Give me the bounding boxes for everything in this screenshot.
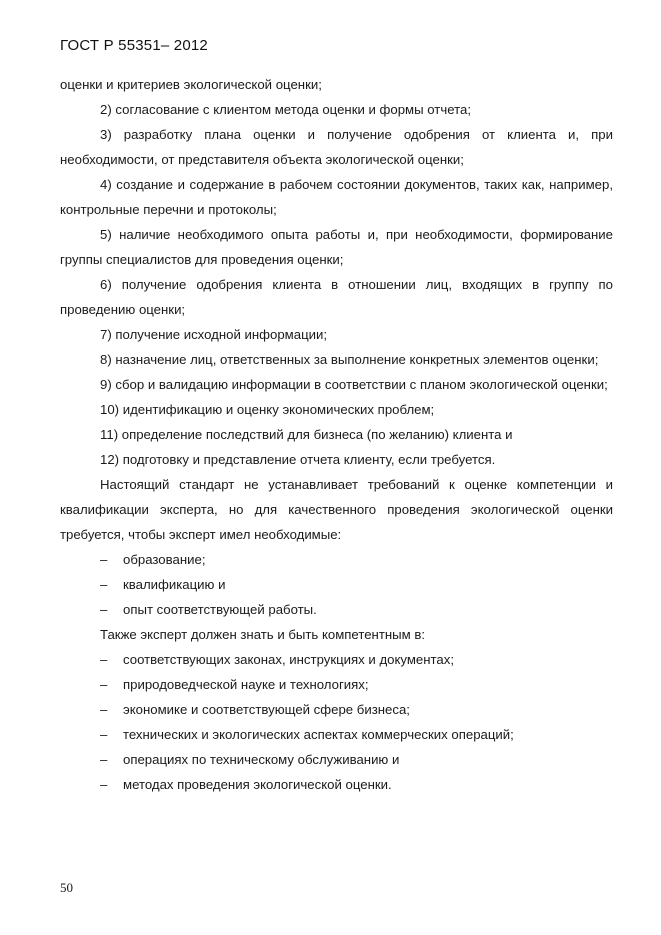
list-item-8: 8) назначение лиц, ответственных за выполнение конкретных элементов оценки; [100,352,599,367]
dash-marker: – [100,702,108,717]
list-item-11: 11) определение последствий для бизнеса (по желанию) клиента и [100,427,513,442]
list-item-3: 3) разработку плана оценки и получение одобрения от клиента и, при необходимости, от представителя объекта экологической оценки; [60,127,613,167]
dash-marker: – [100,727,108,742]
list-item-2: 2) согласование с клиентом метода оценки и формы отчета; [100,102,471,117]
dash-item-text: квалификацию и [123,577,226,592]
paragraph-competence: Настоящий стандарт не устанавливает требований к оценке компетенции и квалификации эксперта, но для качественного проведения экологической оценки требуется, чтобы эксперт имел необходимые: [60,477,613,542]
dash-item [60,747,613,772]
dash-item [60,722,613,747]
dash-marker: – [100,777,108,792]
dash-item-text: соответствующих законах, инструкциях и документах; [123,652,455,667]
dash-marker: – [100,752,108,767]
dash-marker: – [100,552,108,567]
dash-item [60,597,613,622]
dash-item-text: экономике и соответствующей сфере бизнеса; [123,702,410,717]
dash-item [60,697,613,722]
dash-item [60,772,613,797]
dash-item-text: методах проведения экологической оценки. [123,777,392,792]
list-item-7: 7) получение исходной информации; [100,327,328,342]
list-item-5: 5) наличие необходимого опыта работы и, при необходимости, формирование группы специалистов для проведения оценки; [60,227,613,267]
dash-marker: – [100,602,108,617]
paragraph: оценки и критериев экологической оценки; [60,77,322,92]
list-item-6: 6) получение одобрения клиента в отношении лиц, входящих в группу по проведению оценки; [60,277,613,317]
dash-marker: – [100,577,108,592]
list-item-4: 4) создание и содержание в рабочем состоянии документов, таких как, например, контрольные перечни и протоколы; [60,177,613,217]
page-number: 50 [60,880,73,895]
dash-item [60,647,613,672]
dash-item [60,572,613,597]
dash-item-text: технических и экологических аспектах коммерческих операций; [123,727,514,742]
dash-marker: – [100,652,108,667]
dash-item-text: операциях по техническому обслуживанию и [123,752,400,767]
list-item-9: 9) сбор и валидацию информации в соответствии с планом экологической оценки; [100,377,608,392]
list-item-12: 12) подготовку и представление отчета клиенту, если требуется. [100,452,496,467]
dash-item-text: образование; [123,552,206,567]
paragraph-expert: Также эксперт должен знать и быть компетентным в: [100,627,426,642]
dash-item-text: опыт соответствующей работы. [123,602,317,617]
document-body [60,72,613,797]
document-header: ГОСТ Р 55351– 2012 [60,37,208,54]
dash-marker: – [100,677,108,692]
dash-item-text: природоведческой науке и технологиях; [123,677,369,692]
dash-item [60,672,613,697]
list-item-10: 10) идентификацию и оценку экономических проблем; [100,402,435,417]
dash-item [60,547,613,572]
